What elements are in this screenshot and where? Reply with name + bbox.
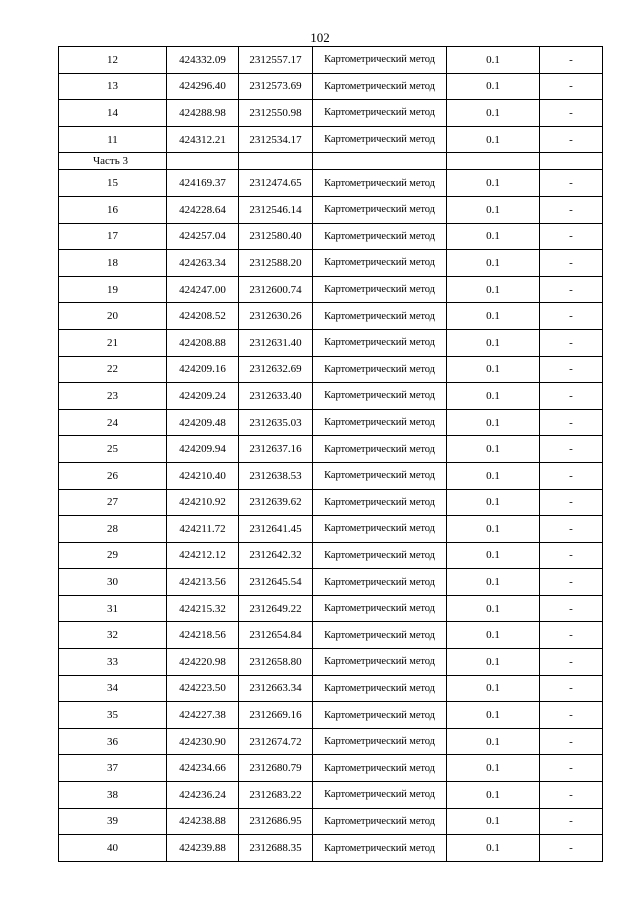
coordinate-x-cell: 424228.64 [167,196,239,223]
accuracy-cell: 0.1 [447,595,540,622]
method-cell: Картометрический метод [313,276,447,303]
coordinate-x-cell: 424220.98 [167,649,239,676]
method-cell: Картометрический метод [313,595,447,622]
method-cell: Картометрический метод [313,516,447,543]
point-number-cell: 21 [59,329,167,356]
note-cell: - [540,702,603,729]
method-cell: Картометрический метод [313,170,447,197]
method-cell: Картометрический метод [313,835,447,862]
note-cell: - [540,675,603,702]
coordinate-x-cell: 424211.72 [167,516,239,543]
point-number-cell: 16 [59,196,167,223]
point-number-cell: 40 [59,835,167,862]
method-cell: Картометрический метод [313,675,447,702]
coordinate-x-cell: 424210.40 [167,462,239,489]
note-cell: - [540,356,603,383]
method-cell: Картометрический метод [313,126,447,153]
point-number-cell: 15 [59,170,167,197]
accuracy-cell: 0.1 [447,702,540,729]
coordinate-y-cell: 2312638.53 [239,462,313,489]
table-row [59,223,603,250]
coordinate-x-cell: 424215.32 [167,595,239,622]
note-cell: - [540,100,603,127]
table-row [59,595,603,622]
table-row [59,329,603,356]
point-number-cell: 26 [59,462,167,489]
table-row [59,47,603,74]
note-cell: - [540,409,603,436]
table-row [59,542,603,569]
point-number-cell: 35 [59,702,167,729]
accuracy-cell: 0.1 [447,329,540,356]
point-number-cell: 39 [59,808,167,835]
table-row [59,489,603,516]
coordinate-x-cell: 424312.21 [167,126,239,153]
method-cell: Картометрический метод [313,329,447,356]
method-cell: Картометрический метод [313,569,447,596]
accuracy-cell: 0.1 [447,462,540,489]
accuracy-cell: 0.1 [447,755,540,782]
accuracy-cell: 0.1 [447,782,540,809]
table-row [59,196,603,223]
accuracy-cell: 0.1 [447,47,540,74]
point-number-cell: 19 [59,276,167,303]
point-number-cell: 34 [59,675,167,702]
coordinate-y-cell: 2312633.40 [239,383,313,410]
accuracy-cell: 0.1 [447,542,540,569]
point-number-cell: 31 [59,595,167,622]
note-cell: - [540,73,603,100]
coordinate-x-cell: 424332.09 [167,47,239,74]
coordinate-x-cell: 424257.04 [167,223,239,250]
coordinates-table [58,46,603,862]
coordinate-y-cell: 2312642.32 [239,542,313,569]
point-number-cell: 24 [59,409,167,436]
table-row [59,649,603,676]
coordinate-y-cell: 2312645.54 [239,569,313,596]
accuracy-cell: 0.1 [447,808,540,835]
coordinate-x-cell: 424208.88 [167,329,239,356]
coordinate-y-cell: 2312663.34 [239,675,313,702]
point-number-cell: 27 [59,489,167,516]
coordinate-y-cell: 2312573.69 [239,73,313,100]
point-number-cell: 28 [59,516,167,543]
empty-cell [540,153,603,170]
coordinate-y-cell: 2312680.79 [239,755,313,782]
note-cell: - [540,622,603,649]
accuracy-cell: 0.1 [447,835,540,862]
coordinate-x-cell: 424288.98 [167,100,239,127]
method-cell: Картометрический метод [313,383,447,410]
coordinate-x-cell: 424239.88 [167,835,239,862]
coordinate-y-cell: 2312686.95 [239,808,313,835]
point-number-cell: 30 [59,569,167,596]
accuracy-cell: 0.1 [447,303,540,330]
coordinate-y-cell: 2312639.62 [239,489,313,516]
note-cell: - [540,196,603,223]
method-cell: Картометрический метод [313,649,447,676]
point-number-cell: 29 [59,542,167,569]
point-number-cell: 22 [59,356,167,383]
coordinate-y-cell: 2312683.22 [239,782,313,809]
accuracy-cell: 0.1 [447,675,540,702]
coordinate-y-cell: 2312631.40 [239,329,313,356]
coordinate-y-cell: 2312630.26 [239,303,313,330]
coordinate-x-cell: 424208.52 [167,303,239,330]
point-number-cell: 20 [59,303,167,330]
method-cell: Картометрический метод [313,356,447,383]
table-row [59,303,603,330]
note-cell: - [540,542,603,569]
coordinate-x-cell: 424212.12 [167,542,239,569]
coordinate-x-cell: 424209.24 [167,383,239,410]
empty-cell [313,153,447,170]
coordinate-y-cell: 2312654.84 [239,622,313,649]
accuracy-cell: 0.1 [447,489,540,516]
note-cell: - [540,835,603,862]
point-number-cell: 36 [59,728,167,755]
coordinate-x-cell: 424223.50 [167,675,239,702]
point-number-cell: 12 [59,47,167,74]
accuracy-cell: 0.1 [447,126,540,153]
accuracy-cell: 0.1 [447,728,540,755]
accuracy-cell: 0.1 [447,622,540,649]
table-row [59,835,603,862]
accuracy-cell: 0.1 [447,223,540,250]
point-number-cell: 11 [59,126,167,153]
note-cell: - [540,516,603,543]
table-row [59,808,603,835]
table-row [59,126,603,153]
coordinate-y-cell: 2312641.45 [239,516,313,543]
coordinate-y-cell: 2312669.16 [239,702,313,729]
note-cell: - [540,569,603,596]
method-cell: Картометрический метод [313,702,447,729]
method-cell: Картометрический метод [313,303,447,330]
coordinate-y-cell: 2312688.35 [239,835,313,862]
table-row [59,516,603,543]
method-cell: Картометрический метод [313,47,447,74]
note-cell: - [540,303,603,330]
coordinate-y-cell: 2312474.65 [239,170,313,197]
point-number-cell: 38 [59,782,167,809]
table-row [59,569,603,596]
coordinate-x-cell: 424247.00 [167,276,239,303]
coordinate-y-cell: 2312550.98 [239,100,313,127]
accuracy-cell: 0.1 [447,436,540,463]
page-number: 102 [310,30,330,45]
method-cell: Картометрический метод [313,100,447,127]
table-row [59,702,603,729]
method-cell: Картометрический метод [313,196,447,223]
note-cell: - [540,436,603,463]
accuracy-cell: 0.1 [447,649,540,676]
coordinate-x-cell: 424236.24 [167,782,239,809]
accuracy-cell: 0.1 [447,100,540,127]
empty-cell [239,153,313,170]
accuracy-cell: 0.1 [447,356,540,383]
point-number-cell: 14 [59,100,167,127]
coordinate-y-cell: 2312588.20 [239,250,313,277]
coordinate-y-cell: 2312649.22 [239,595,313,622]
coordinate-x-cell: 424227.38 [167,702,239,729]
table-row [59,622,603,649]
empty-cell [167,153,239,170]
note-cell: - [540,223,603,250]
coordinate-y-cell: 2312637.16 [239,436,313,463]
coordinate-x-cell: 424218.56 [167,622,239,649]
method-cell: Картометрический метод [313,782,447,809]
coordinate-y-cell: 2312635.03 [239,409,313,436]
point-number-cell: 13 [59,73,167,100]
table-row [59,436,603,463]
note-cell: - [540,808,603,835]
coordinates-table-body [59,47,603,862]
note-cell: - [540,47,603,74]
table-row [59,100,603,127]
coordinate-y-cell: 2312658.80 [239,649,313,676]
accuracy-cell: 0.1 [447,276,540,303]
coordinate-y-cell: 2312580.40 [239,223,313,250]
method-cell: Картометрический метод [313,462,447,489]
table-row [59,250,603,277]
accuracy-cell: 0.1 [447,250,540,277]
coordinate-y-cell: 2312557.17 [239,47,313,74]
accuracy-cell: 0.1 [447,196,540,223]
empty-cell [447,153,540,170]
table-row [59,728,603,755]
note-cell: - [540,276,603,303]
coordinate-x-cell: 424209.48 [167,409,239,436]
method-cell: Картометрический метод [313,728,447,755]
coordinate-x-cell: 424230.90 [167,728,239,755]
coordinate-y-cell: 2312600.74 [239,276,313,303]
method-cell: Картометрический метод [313,489,447,516]
coordinate-x-cell: 424234.66 [167,755,239,782]
note-cell: - [540,649,603,676]
method-cell: Картометрический метод [313,409,447,436]
note-cell: - [540,489,603,516]
method-cell: Картометрический метод [313,755,447,782]
table-row [59,276,603,303]
method-cell: Картометрический метод [313,73,447,100]
coordinate-x-cell: 424209.16 [167,356,239,383]
point-number-cell: 17 [59,223,167,250]
method-cell: Картометрический метод [313,436,447,463]
section-row [59,153,603,170]
table-row [59,675,603,702]
method-cell: Картометрический метод [313,622,447,649]
note-cell: - [540,170,603,197]
table-row [59,462,603,489]
accuracy-cell: 0.1 [447,170,540,197]
table-row [59,356,603,383]
point-number-cell: 32 [59,622,167,649]
note-cell: - [540,755,603,782]
coordinate-x-cell: 424238.88 [167,808,239,835]
coordinate-x-cell: 424210.92 [167,489,239,516]
table-row [59,782,603,809]
note-cell: - [540,728,603,755]
coordinate-y-cell: 2312534.17 [239,126,313,153]
method-cell: Картометрический метод [313,808,447,835]
note-cell: - [540,250,603,277]
table-row [59,383,603,410]
method-cell: Картометрический метод [313,542,447,569]
coordinate-x-cell: 424213.56 [167,569,239,596]
coordinate-y-cell: 2312674.72 [239,728,313,755]
note-cell: - [540,462,603,489]
note-cell: - [540,782,603,809]
coordinate-x-cell: 424209.94 [167,436,239,463]
method-cell: Картометрический метод [313,223,447,250]
point-number-cell: 33 [59,649,167,676]
note-cell: - [540,383,603,410]
table-row [59,409,603,436]
point-number-cell: 37 [59,755,167,782]
accuracy-cell: 0.1 [447,569,540,596]
accuracy-cell: 0.1 [447,409,540,436]
table-row [59,170,603,197]
accuracy-cell: 0.1 [447,516,540,543]
note-cell: - [540,595,603,622]
point-number-cell: 18 [59,250,167,277]
accuracy-cell: 0.1 [447,383,540,410]
table-row [59,755,603,782]
section-label: Часть 3 [59,153,167,170]
note-cell: - [540,329,603,356]
coordinate-y-cell: 2312546.14 [239,196,313,223]
accuracy-cell: 0.1 [447,73,540,100]
coordinate-x-cell: 424169.37 [167,170,239,197]
coordinate-x-cell: 424263.34 [167,250,239,277]
note-cell: - [540,126,603,153]
point-number-cell: 25 [59,436,167,463]
table-row [59,73,603,100]
method-cell: Картометрический метод [313,250,447,277]
coordinate-x-cell: 424296.40 [167,73,239,100]
coordinate-y-cell: 2312632.69 [239,356,313,383]
point-number-cell: 23 [59,383,167,410]
